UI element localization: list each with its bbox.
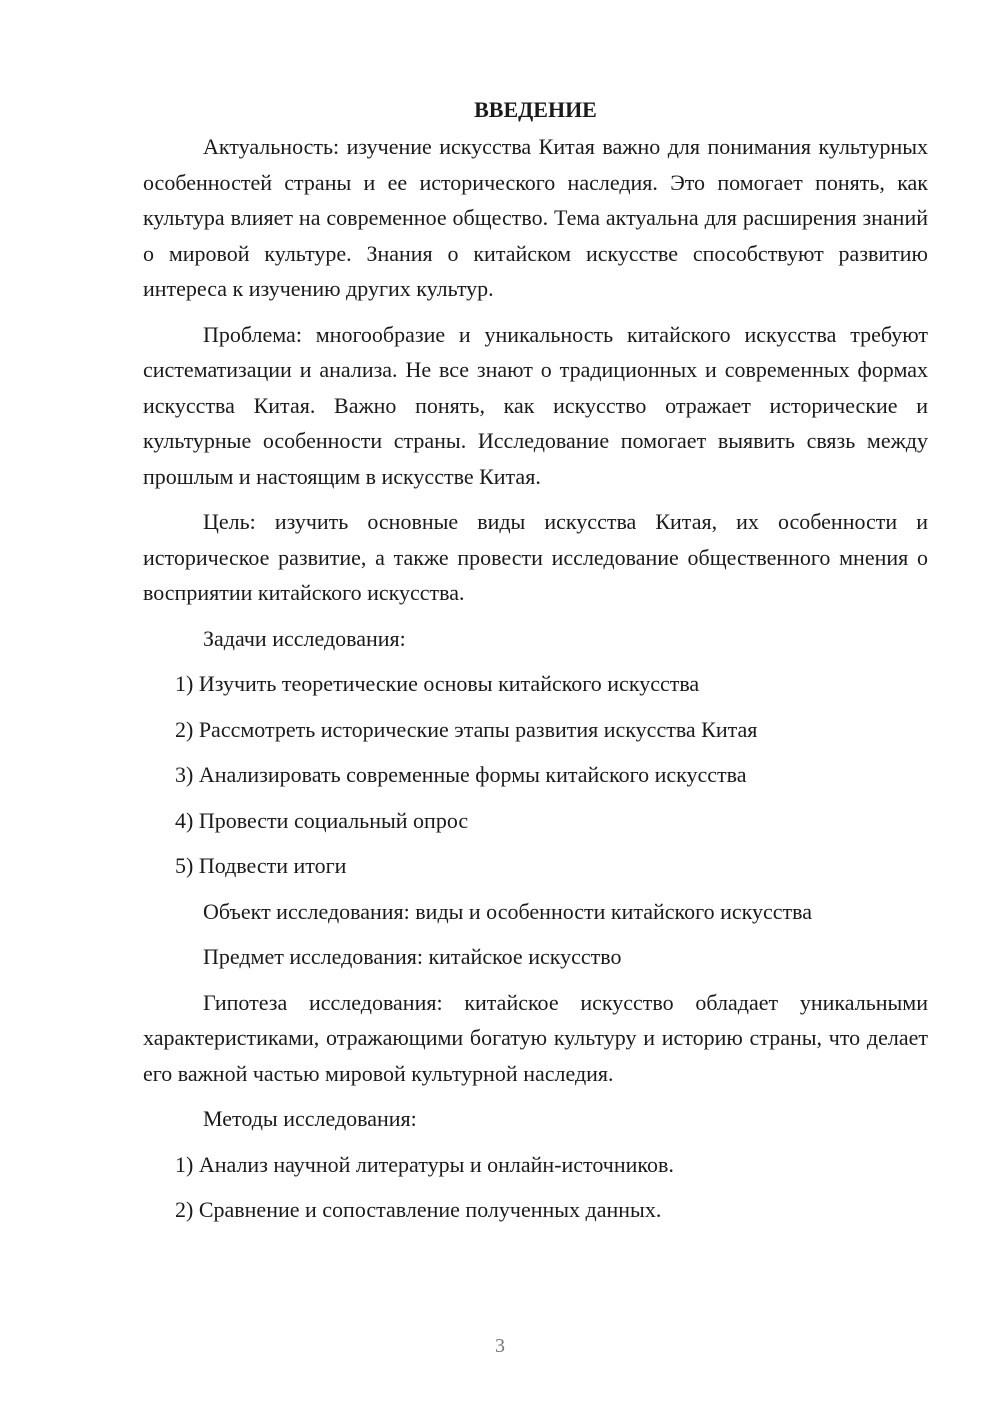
list-item: 2) Рассмотреть исторические этапы развития искусства Китая [175, 716, 758, 742]
tasks-heading: Задачи исследования: [203, 625, 406, 651]
methods-list [143, 1147, 928, 1228]
object-line: Объект исследования: виды и особенности китайского искусства [203, 898, 813, 924]
document-page [143, 92, 928, 1238]
list-item: 3) Анализировать современные формы китайского искусства [175, 762, 747, 787]
problem-paragraph: Проблема: многообразие и уникальность китайского искусства требуют систематизации и анализа. Не все знают о традиционных и современных формах искусства Китая. Важно понять, как искусство отражает исторические и культурные особенности страны. Исследование помогает выявить связь между прошлым и настоящим в искусстве Китая. [143, 321, 928, 489]
page-number: 3 [495, 1335, 505, 1357]
list-item: 1) Изучить теоретические основы китайского искусства [175, 671, 700, 696]
list-item: 2) Сравнение и сопоставление полученных данных. [175, 1197, 662, 1222]
tasks-list [143, 666, 928, 884]
page-title: ВВЕДЕНИЕ [474, 97, 597, 122]
goal-paragraph: Цель: изучить основные виды искусства Китая, их особенности и историческое развитие, а также провести исследование общественного мнения о восприятии китайского искусства. [143, 509, 928, 605]
relevance-paragraph: Актуальность: изучение искусства Китая важно для понимания культурных особенностей страны и ее исторического наследия. Это помогает понять, как культура влияет на современное общество. Тема актуальна для расширения знаний о мировой культуре. Знания о китайском искусстве способствуют развитию интереса к изучению других культур. [143, 134, 928, 301]
methods-heading: Методы исследования: [203, 1106, 417, 1131]
subject-line: Предмет исследования: китайское искусство [203, 944, 622, 969]
list-item: 4) Провести социальный опрос [175, 807, 469, 833]
hypothesis-paragraph: Гипотеза исследования: китайское искусство обладает уникальными характеристиками, отражающими богатую культуру и историю страны, что делает его важной частью мировой культурной наследия. [143, 989, 928, 1086]
list-item: 5) Подвести итоги [175, 853, 347, 878]
list-item: 1) Анализ научной литературы и онлайн-источников. [175, 1151, 674, 1177]
